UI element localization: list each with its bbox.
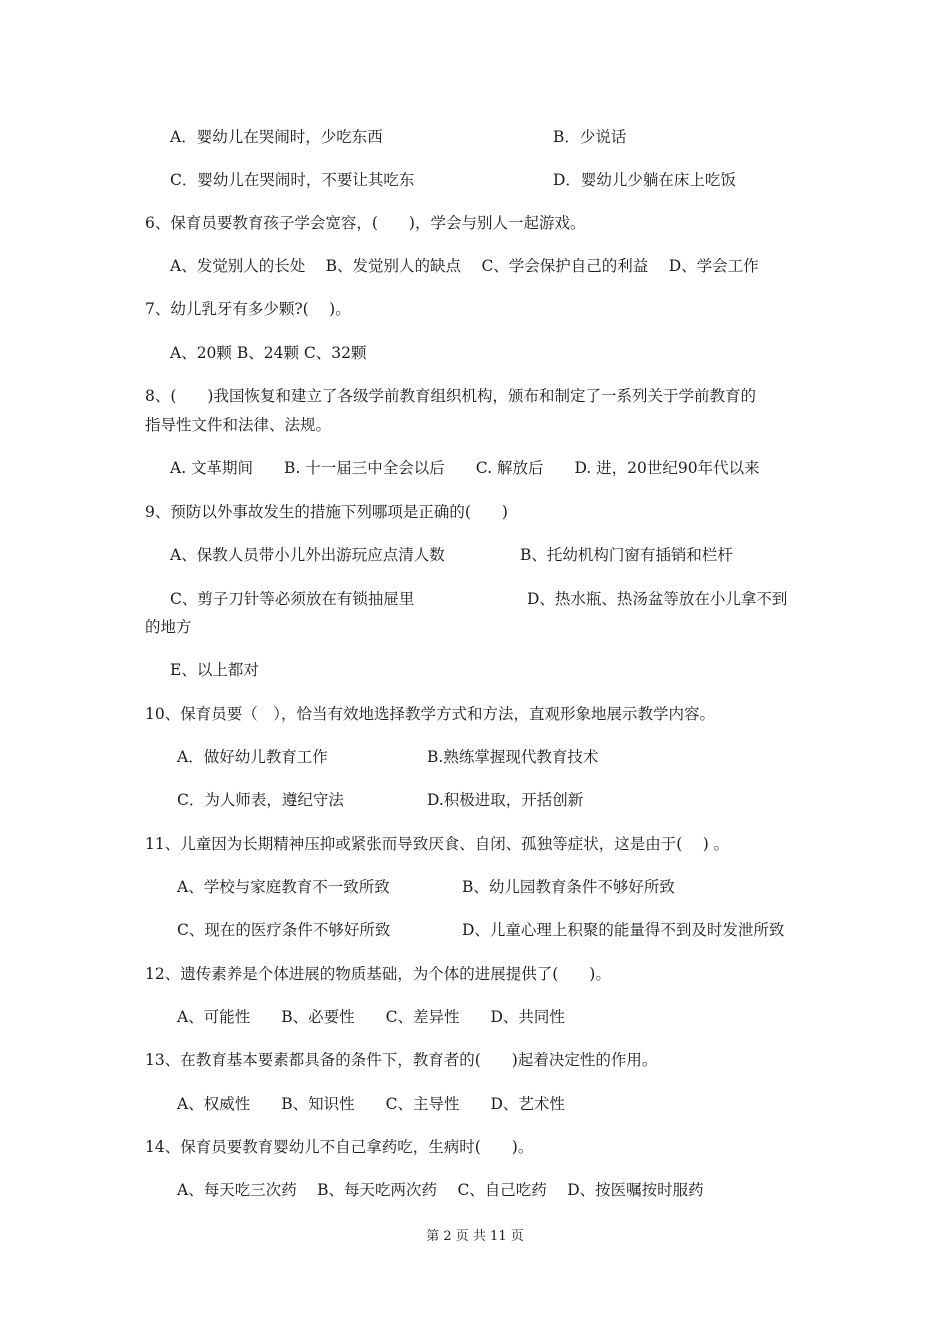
q11-option-c: C、现在的医疗条件不够好所致 xyxy=(177,921,391,939)
q11-option-d: D、儿童心理上积聚的能量得不到及时发泄所致 xyxy=(462,921,785,939)
q13-stem: 13、在教育基本要素都具备的条件下，教育者的( )起着决定性的作用。 xyxy=(145,1051,658,1069)
q8-stem-line2: 指导性文件和法律、法规。 xyxy=(145,416,332,434)
q6-options: A、发觉别人的长处 B、发觉别人的缺点 C、学会保护自己的利益 D、学会工作 xyxy=(170,257,759,275)
q9-option-a: A、保教人员带小儿外出游玩应点清人数 xyxy=(170,546,445,564)
q9-option-d-line1: D、热水瓶、热汤盆等放在小儿拿不到 xyxy=(527,590,788,608)
q5-option-a: A．婴幼儿在哭闹时，少吃东西 xyxy=(170,128,383,146)
q13-options: A、权威性 B、知识性 C、主导性 D、艺术性 xyxy=(177,1095,565,1113)
q12-stem: 12、遗传素养是个体进展的物质基础，为个体的进展提供了( )。 xyxy=(145,965,611,983)
page-footer: 第 2 页 共 11 页 xyxy=(426,1229,524,1244)
q11-option-a: A、学校与家庭教育不一致所致 xyxy=(177,878,390,896)
q14-stem: 14、保育员要教育婴幼儿不自己拿药吃，生病时( )。 xyxy=(145,1138,534,1156)
q10-option-b: B.熟练掌握现代教育技术 xyxy=(427,748,599,766)
q12-options: A、可能性 B、必要性 C、差异性 D、共同性 xyxy=(177,1008,565,1026)
q9-option-b: B、托幼机构门窗有插销和栏杆 xyxy=(520,546,733,564)
q8-stem-line1: 8、( )我国恢复和建立了各级学前教育组织机构，颁布和制定了一系列关于学前教育的 xyxy=(145,387,756,405)
q9-option-d-line2: 的地方 xyxy=(145,618,192,636)
q10-stem: 10、保育员要（ ），恰当有效地选择教学方式和方法，直观形象地展示教学内容。 xyxy=(145,705,715,723)
q5-option-c: C．婴幼儿在哭闹时，不要让其吃东 xyxy=(170,171,415,189)
q10-option-d: D.积极进取，开括创新 xyxy=(427,791,584,809)
q9-option-c: C、剪子刀针等必须放在有锁抽屉里 xyxy=(170,590,415,608)
q6-stem: 6、保育员要教育孩子学会宽容，( )，学会与别人一起游戏。 xyxy=(145,214,586,232)
q9-stem: 9、预防以外事故发生的措施下列哪项是正确的( ) xyxy=(145,503,508,521)
q8-options: A. 文革期间 B. 十一届三中全会以后 C. 解放后 D. 进，20世纪90年代以来 xyxy=(170,459,760,477)
q10-option-a: A．做好幼儿教育工作 xyxy=(177,748,328,766)
q7-stem: 7、幼儿乳牙有多少颗?( )。 xyxy=(145,300,351,318)
q5-option-b: B．少说话 xyxy=(553,128,627,146)
q14-options: A、每天吃三次药 B、每天吃两次药 C、自己吃药 D、按医嘱按时服药 xyxy=(177,1181,704,1199)
q9-option-e: E、以上都对 xyxy=(170,661,259,679)
q11-stem: 11、儿童因为长期精神压抑或紧张而导致厌食、自闭、孤独等症状，这是由于( ) 。 xyxy=(145,835,730,853)
q10-option-c: C．为人师表，遵纪守法 xyxy=(177,791,344,809)
q11-option-b: B、幼儿园教育条件不够好所致 xyxy=(462,878,675,896)
q5-option-d: D．婴幼儿少躺在床上吃饭 xyxy=(553,171,736,189)
q7-options: A、20颗 B、24颗 C、32颗 xyxy=(170,344,367,362)
